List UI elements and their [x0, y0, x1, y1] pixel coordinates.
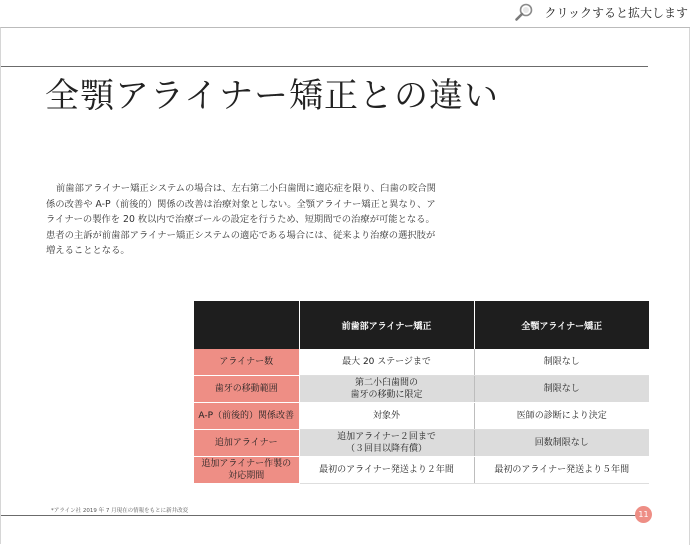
table-row [194, 430, 649, 457]
cell-front: 第二小臼歯間の 歯牙の移動に限定 [299, 376, 474, 403]
row-label: 追加アライナー [194, 430, 299, 457]
table-header-full: 全顎アライナー矯正 [474, 301, 649, 349]
table-row [194, 457, 649, 484]
table-header-front: 前歯部アライナー矯正 [299, 301, 474, 349]
cell-full: 医師の診断により決定 [474, 403, 649, 430]
table-row [194, 403, 649, 430]
slide-title: 全顎アライナー矯正との違い [45, 76, 499, 116]
cell-full: 制限なし [474, 349, 649, 376]
comparison-table [194, 301, 649, 484]
page-number-badge: 11 [635, 506, 652, 523]
slide[interactable] [0, 27, 690, 544]
cell-full: 制限なし [474, 376, 649, 403]
zoom-button[interactable] [514, 2, 688, 22]
row-label: 追加アライナー作製の 対応期間 [194, 457, 299, 484]
row-label: アライナー数 [194, 349, 299, 376]
footnote: *アライン社 2019 年 7 月現在の情報をもとに新井改変 [51, 508, 189, 514]
cell-full: 最初のアライナー発送より５年間 [474, 457, 649, 484]
table-header-corner [194, 301, 299, 349]
cell-front: 最大 20 ステージまで [299, 349, 474, 376]
zoom-label: クリックすると拡大します [544, 5, 688, 20]
magnifier-icon [514, 2, 534, 22]
top-bar [0, 0, 690, 24]
cell-full: 回数制限なし [474, 430, 649, 457]
table-row [194, 349, 649, 376]
bottom-divider [1, 515, 636, 516]
body-paragraph [46, 181, 441, 259]
cell-front: 最初のアライナー発送より２年間 [299, 457, 474, 484]
table-row [194, 376, 649, 403]
body-paragraph-text: 前歯部アライナー矯正システムの場合は、左右第二小臼歯間に適応症を限り、臼歯の咬合関係の改善や A-P（前後的）関係の改善は治療対象としない。全顎アライナー矯正と異なり、アライナーの製作を 20 枚以内で治療ゴールの設定を行うため、短期間での治療が可能となる。患者の主訴が前歯部アライナー矯正システムの適応である場合には、従来より治療の選択肢が増えることとなる。 [46, 183, 436, 257]
row-label: 歯牙の移動範囲 [194, 376, 299, 403]
title-divider [1, 66, 648, 67]
table-header-row [194, 301, 649, 349]
row-label: A-P（前後的）関係改善 [194, 403, 299, 430]
cell-front: 追加アライナー２回まで （３回目以降有償） [299, 430, 474, 457]
cell-front: 対象外 [299, 403, 474, 430]
